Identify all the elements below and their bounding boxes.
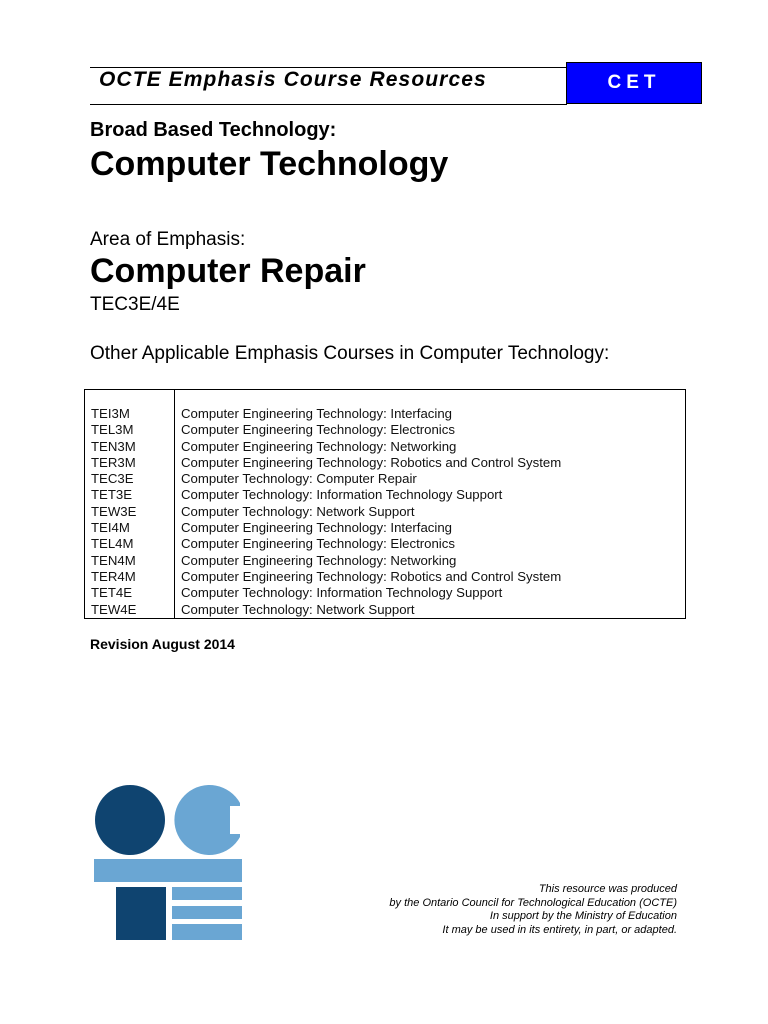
header-rule-bottom (90, 104, 567, 105)
table-rows (91, 406, 685, 618)
course-code-cell: TEN4M (91, 552, 136, 568)
table-row (91, 553, 685, 569)
course-code-cell: TER4M (91, 568, 136, 584)
course-code-cell: TEC3E (91, 471, 134, 487)
course-code-cell: TEN3M (91, 438, 136, 454)
logo-light-stripe-1 (172, 887, 242, 900)
course-name-cell: Computer Engineering Technology: Interfacing (181, 520, 452, 536)
course-name-cell: Computer Engineering Technology: Electronics (181, 536, 455, 552)
course-name-cell: Computer Technology: Information Technology Support (181, 585, 503, 601)
broad-technology-title: Computer Technology (90, 145, 449, 183)
course-name-cell: Computer Engineering Technology: Interfacing (181, 406, 452, 421)
logo-light-stripe-2 (172, 906, 242, 919)
credit-line: In support by the Ministry of Education (489, 910, 677, 923)
logo-dark-square (116, 887, 166, 940)
course-name-cell: Computer Engineering Technology: Robotics and Control System (181, 568, 562, 584)
table-row (91, 536, 685, 552)
revision-note: Revision August 2014 (90, 636, 235, 652)
table-row (91, 520, 685, 536)
credit-line: by the Ontario Council for Technological Education (OCTE) (389, 896, 677, 909)
area-of-emphasis-label: Area of Emphasis: (90, 229, 246, 250)
course-name-cell: Computer Engineering Technology: Robotics and Control System (181, 454, 562, 470)
table-row (91, 504, 685, 520)
course-name-cell: Computer Engineering Technology: Electronics (181, 422, 455, 438)
table-row (91, 602, 685, 618)
table-row (91, 439, 685, 455)
logo-dark-circle (95, 785, 165, 855)
table-row (91, 585, 685, 601)
course-code-cell: TEL4M (91, 536, 134, 552)
other-courses-label: Other Applicable Emphasis Courses in Computer Technology: (90, 343, 610, 364)
course-name-cell: Computer Technology: Computer Repair (181, 471, 417, 487)
logo-light-stripe-3 (172, 924, 242, 940)
course-code-cell: TEW4E (91, 601, 137, 617)
table-row (91, 422, 685, 438)
course-code-cell: TEI3M (91, 406, 130, 421)
course-code-cell: TET3E (91, 487, 133, 503)
broad-technology-label: Broad Based Technology: (90, 119, 337, 141)
credit-block (389, 883, 677, 937)
course-name-cell: Computer Engineering Technology: Networking (181, 438, 457, 454)
course-name-cell: Computer Technology: Information Technology Support (181, 487, 503, 503)
table-row (91, 406, 685, 422)
table-row (91, 487, 685, 503)
credit-line: It may be used in its entirety, in part, or adapted. (442, 923, 677, 936)
course-code: TEC3E/4E (90, 294, 180, 315)
header-title: OCTE Emphasis Course Resources (99, 68, 487, 91)
logo-light-bar (94, 859, 242, 882)
credit-line: This resource was produced (538, 883, 677, 895)
table-row (91, 569, 685, 585)
course-code-cell: TET4E (91, 585, 133, 601)
course-name-cell: Computer Technology: Network Support (181, 503, 415, 519)
logo-light-c-shape (174, 785, 240, 855)
table-row (91, 471, 685, 487)
course-code-cell: TEI4M (91, 520, 130, 536)
table-row (91, 455, 685, 471)
course-name-cell: Computer Technology: Network Support (181, 601, 415, 617)
course-code-cell: TEL3M (91, 422, 134, 438)
area-of-emphasis-title: Computer Repair (90, 252, 366, 290)
octe-logo-icon (94, 783, 244, 943)
cet-badge: CET (566, 62, 702, 104)
course-code-cell: TEW3E (91, 503, 137, 519)
course-code-cell: TER3M (91, 454, 136, 470)
course-table (84, 389, 686, 619)
course-name-cell: Computer Engineering Technology: Networking (181, 552, 457, 568)
